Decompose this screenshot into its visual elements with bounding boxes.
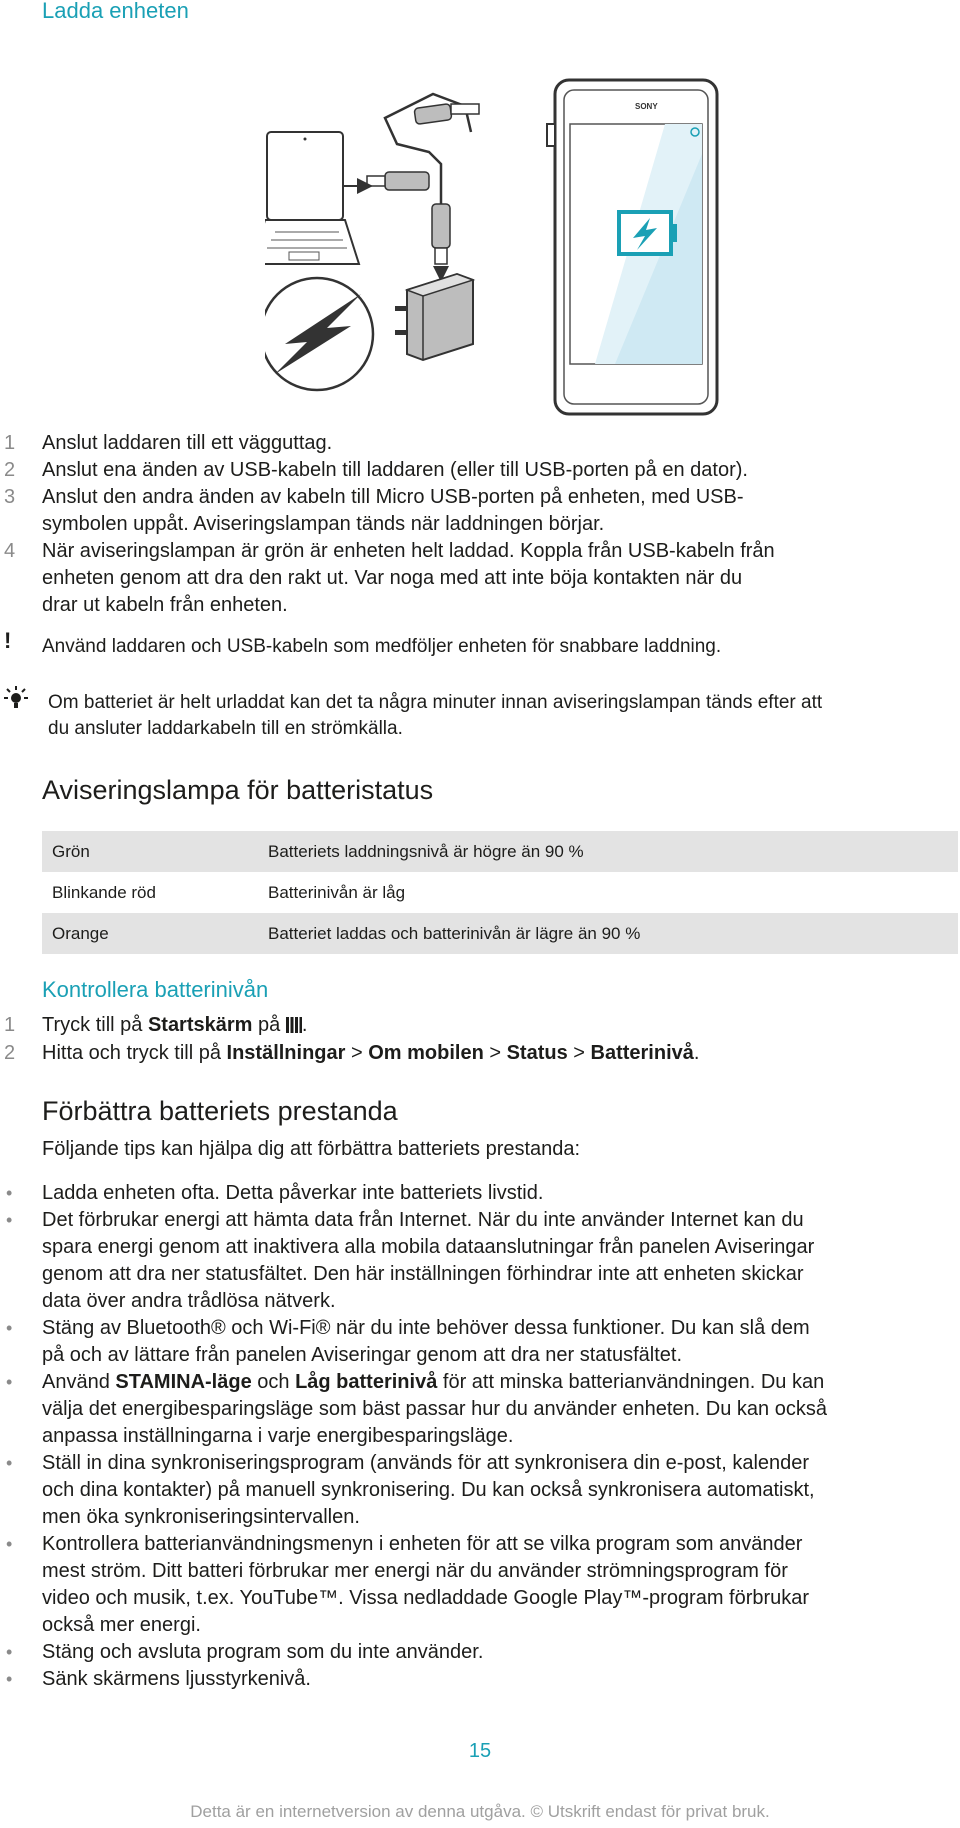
- table-cell: Batteriet laddas och batterinivån är lägre än 90 %: [258, 913, 958, 954]
- section-heading: Förbättra batteriets prestanda: [42, 1096, 398, 1126]
- table-cell: Orange: [42, 913, 258, 954]
- charging-illustration: [265, 44, 745, 416]
- tip-text: Om batteriet är helt urladdat kan det ta några minuter innan aviseringslampan tänds efter att du ansluter laddarkabeln till en strömkälla.: [48, 692, 823, 739]
- section-heading: Aviseringslampa för batteristatus: [42, 775, 434, 805]
- list-item: 4 När aviseringslampan är grön är enheten helt laddad. Koppla från USB-kabeln från enheten genom att dra den rakt ut. Var noga med att inte böja kontakten när du drar ut kabeln från enheten.: [4, 540, 775, 616]
- laptop-illustration: [265, 132, 365, 264]
- list-item: • Använd STAMINA-läge och Låg batterinivå för att minska batterianvändningen. Du kan välja det energibesparingsläge som bäst passar hur du använder enheten. Du kan också anpassa inställningarna i varje energibesparingsläge.: [6, 1371, 827, 1447]
- table-cell: Batteriets laddningsnivå är högre än 90 %: [258, 831, 958, 872]
- table-cell: Blinkande röd: [52, 882, 156, 902]
- table-row: [42, 831, 958, 872]
- tips-list: [0, 1180, 960, 1693]
- led-status-table: [42, 831, 958, 954]
- power-outlet-icon: [265, 278, 373, 390]
- app-grid-icon: [286, 1017, 302, 1033]
- list-item: • Sänk skärmens ljusstyrkenivå.: [6, 1668, 311, 1690]
- note-text: Använd laddaren och USB-kabeln som medföljer enheten för snabbare laddning.: [42, 636, 722, 657]
- page-number: 15: [468, 1740, 492, 1762]
- table-cell: Batterinivån är låg: [268, 882, 406, 902]
- list-item: • Det förbrukar energi att hämta data från Internet. När du inte använder Internet kan du spara energi genom att inaktivera alla mobila dataanslutningar från panelen Aviseringar genom att dra ner statusfältet. Den här inställningen förhindrar inte att enheten skickar data över andra trådlösa nätverk.: [6, 1209, 815, 1312]
- list-item: 3 Anslut den andra änden av kabeln till Micro USB-porten på enheten, med USB- symbolen uppåt. Aviseringslampan tänds när laddningen börjar.: [4, 486, 744, 535]
- battery-charging-icon: [619, 212, 677, 254]
- lightbulb-icon: [2, 684, 30, 712]
- table-row: [42, 913, 958, 954]
- table-row: [42, 872, 958, 913]
- table-cell: Grön: [42, 831, 258, 872]
- intro-text: Följande tips kan hjälpa dig att förbättra batteriets prestanda:: [42, 1138, 581, 1160]
- list-item: • Stäng av Bluetooth® och Wi-Fi® när du inte behöver dessa funktioner. Du kan slå dem på och av lättare från panelen Aviseringar genom att dra ner statusfältet.: [6, 1317, 810, 1366]
- footer-text: Detta är en internetversion av denna utgåva. © Utskrift endast för privat bruk.: [190, 1802, 770, 1821]
- list-item: • Stäng och avsluta program som du inte använder.: [6, 1641, 484, 1663]
- page-title: Ladda enheten: [42, 0, 189, 23]
- exclamation-icon: !: [4, 628, 12, 653]
- list-item: • Kontrollera batterianvändningsmenyn i enheten för att se vilka program som använder mest ström. Ditt batteri förbrukar mer energi när du använder strömningsprogram för video och musik, t.ex. YouTube™. Vissa nedladdade Google Play™-program förbrukar också mer energi.: [6, 1533, 810, 1636]
- subsection-heading: Kontrollera batterinivån: [42, 977, 269, 1002]
- list-item: • Ställ in dina synkroniseringsprogram (används för att synkronisera din e-post, kalender och dina kontakter) på manuell synkronisering. Du kan också synkronisera automatiskt, men öka synkroniseringsintervallen.: [6, 1452, 815, 1528]
- list-item: • Ladda enheten ofta. Detta påverkar inte batteriets livstid.: [6, 1182, 544, 1204]
- wall-charger-illustration: [395, 274, 473, 360]
- svg-text:SONY: SONY: [635, 102, 658, 111]
